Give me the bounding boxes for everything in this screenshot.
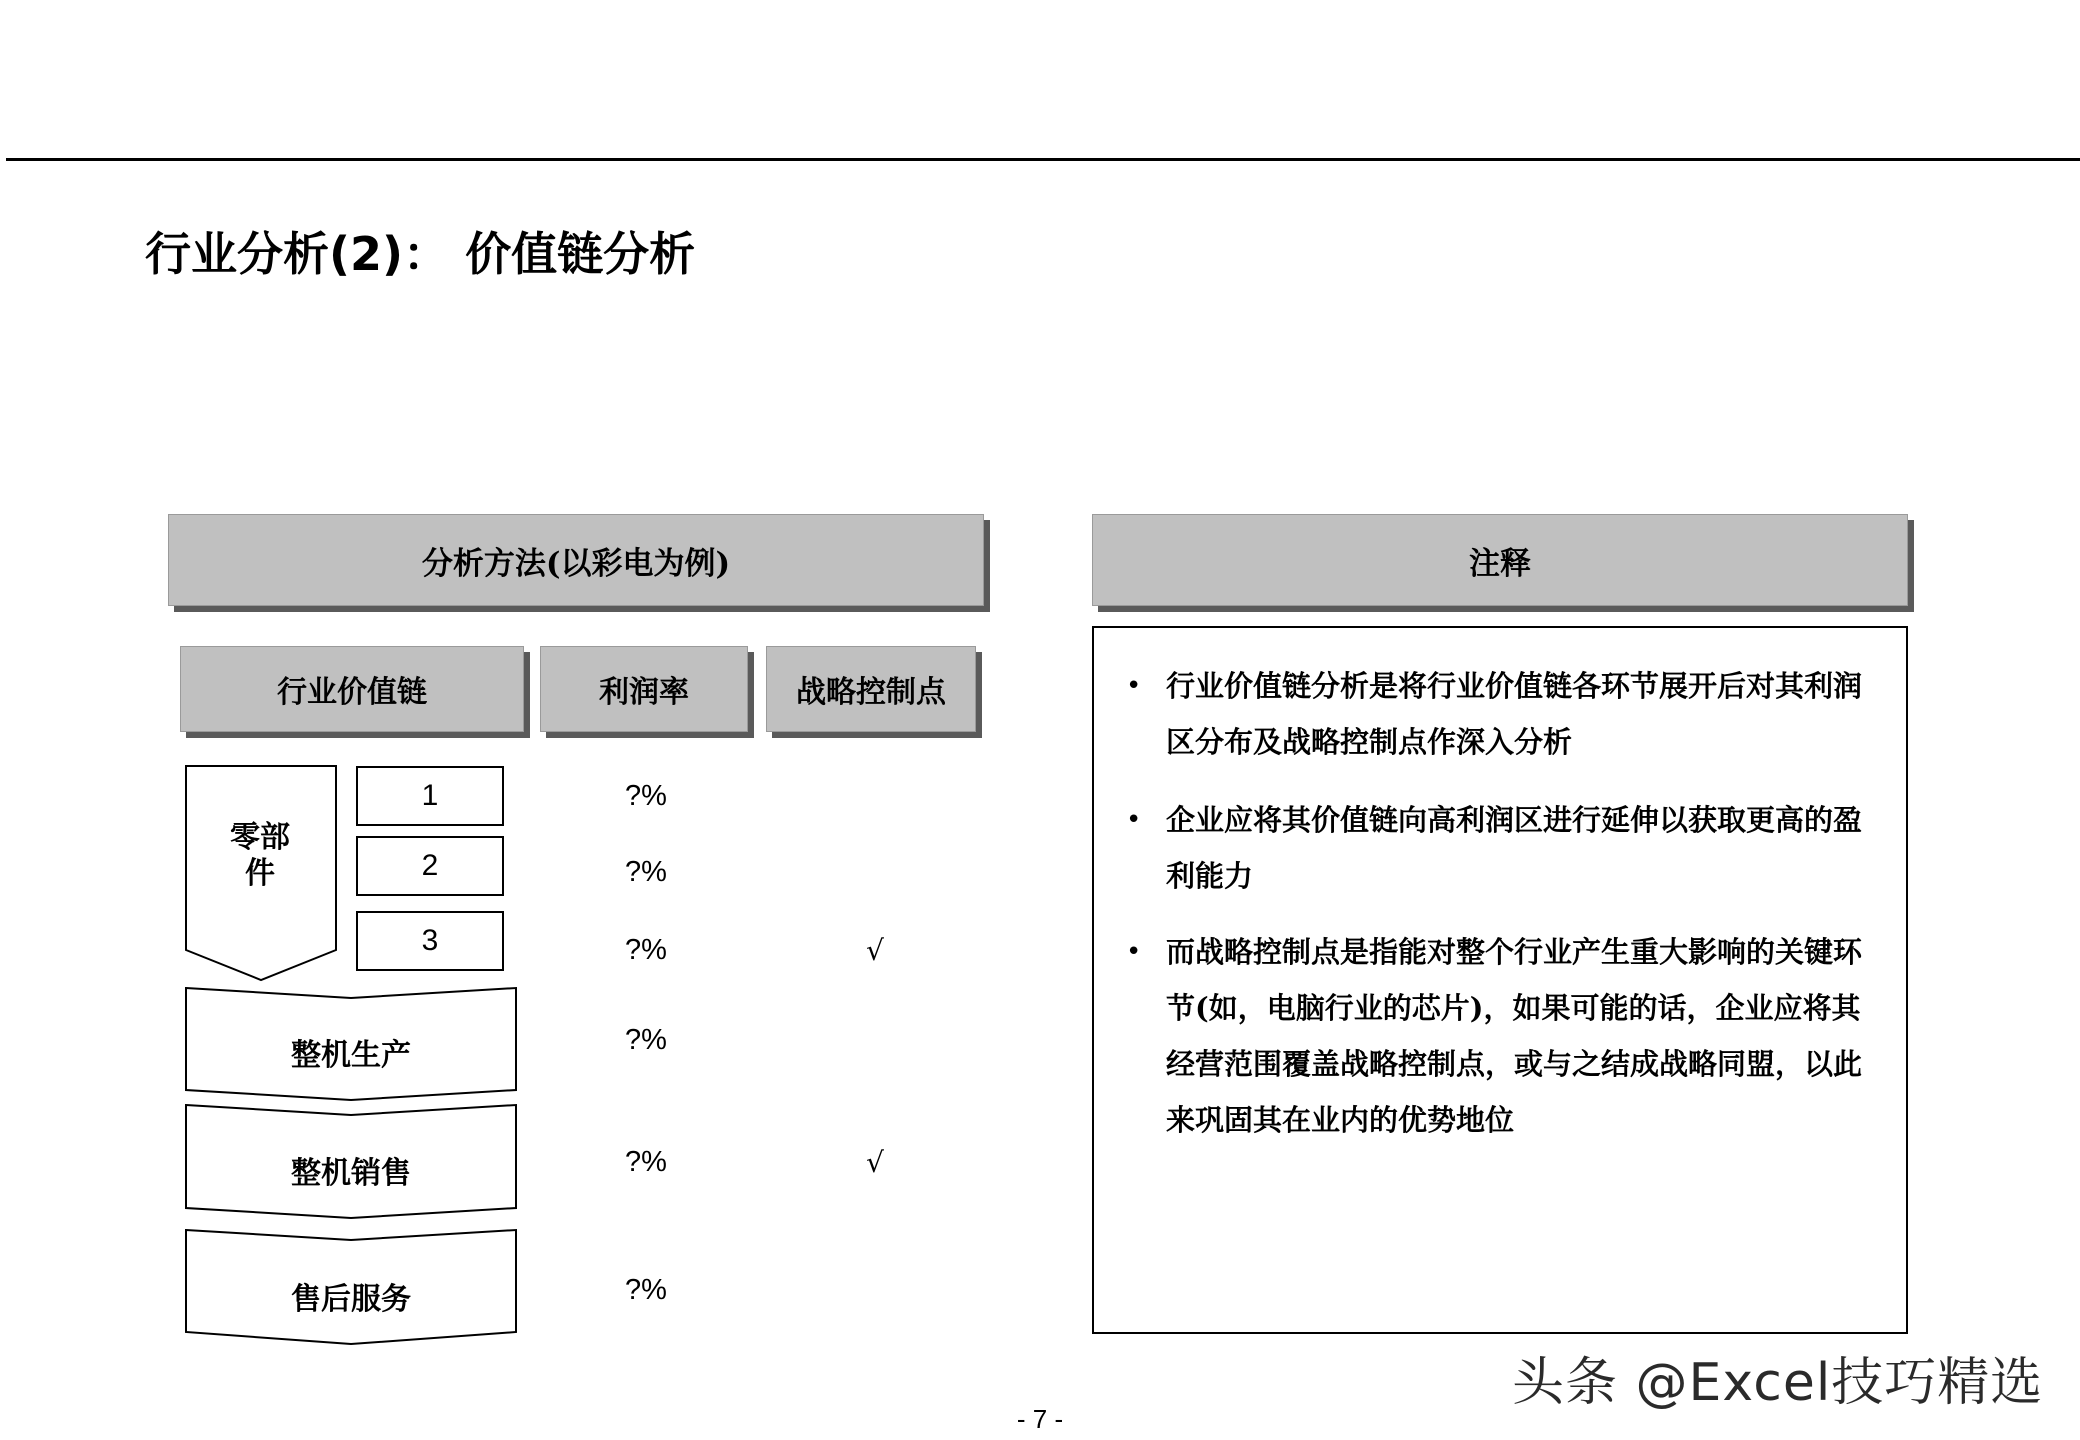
profit-value-5: ?% [625, 1146, 667, 1178]
note-bullet-1: • [1126, 671, 1142, 701]
control-point-mark-1: √ [866, 934, 884, 967]
component-box-2-label: 2 [421, 849, 439, 882]
note-bullet-3: • [1126, 937, 1142, 967]
profit-value-6: ?% [625, 1274, 667, 1306]
left-panel-header-label: 分析方法(以彩电为例) [421, 545, 731, 582]
stage-label-sales: 整机销售 [291, 1156, 411, 1191]
col-header-profit-label: 利润率 [599, 675, 689, 710]
component-group-label: 零部件 [230, 820, 290, 891]
component-box-3 [356, 911, 504, 971]
col-header-control-point-label: 战略控制点 [796, 675, 946, 710]
note-text-2: 企业应将其价值链向高利润区进行延伸以获取更高的盈利能力 [1166, 803, 1863, 893]
right-panel-header [1092, 514, 1908, 606]
profit-value-1: ?% [625, 780, 667, 812]
profit-value-3: ?% [625, 934, 667, 966]
note-text-1: 行业价值链分析是将行业价值链各环节展开后对其利润区分布及战略控制点作深入分析 [1166, 669, 1863, 759]
stage-label-assembly: 整机生产 [291, 1038, 411, 1073]
control-point-mark-2: √ [866, 1146, 884, 1179]
watermark: 头条 @Excel技巧精选 [1512, 1353, 2044, 1413]
note-bullet-2: • [1126, 805, 1142, 835]
page-title: 行业分析(2)： 价值链分析 [145, 227, 696, 281]
component-box-1-label: 1 [421, 779, 439, 812]
component-box-1 [356, 766, 504, 826]
component-box-2 [356, 836, 504, 896]
col-header-value-chain-label: 行业价值链 [277, 675, 427, 710]
profit-value-2: ?% [625, 856, 667, 888]
component-box-3-label: 3 [421, 924, 439, 957]
right-panel-header-label: 注释 [1469, 545, 1531, 582]
note-text-3: 而战略控制点是指能对整个行业产生重大影响的关键环节(如，电脑行业的芯片)，如果可能的话，企业应将其经营范围覆盖战略控制点，或与之结成战略同盟，以此来巩固其在业内的优势地位 [1166, 935, 1863, 1137]
stage-label-service: 售后服务 [291, 1282, 411, 1317]
profit-value-4: ?% [625, 1024, 667, 1056]
page-number: - 7 - [1016, 1404, 1064, 1434]
